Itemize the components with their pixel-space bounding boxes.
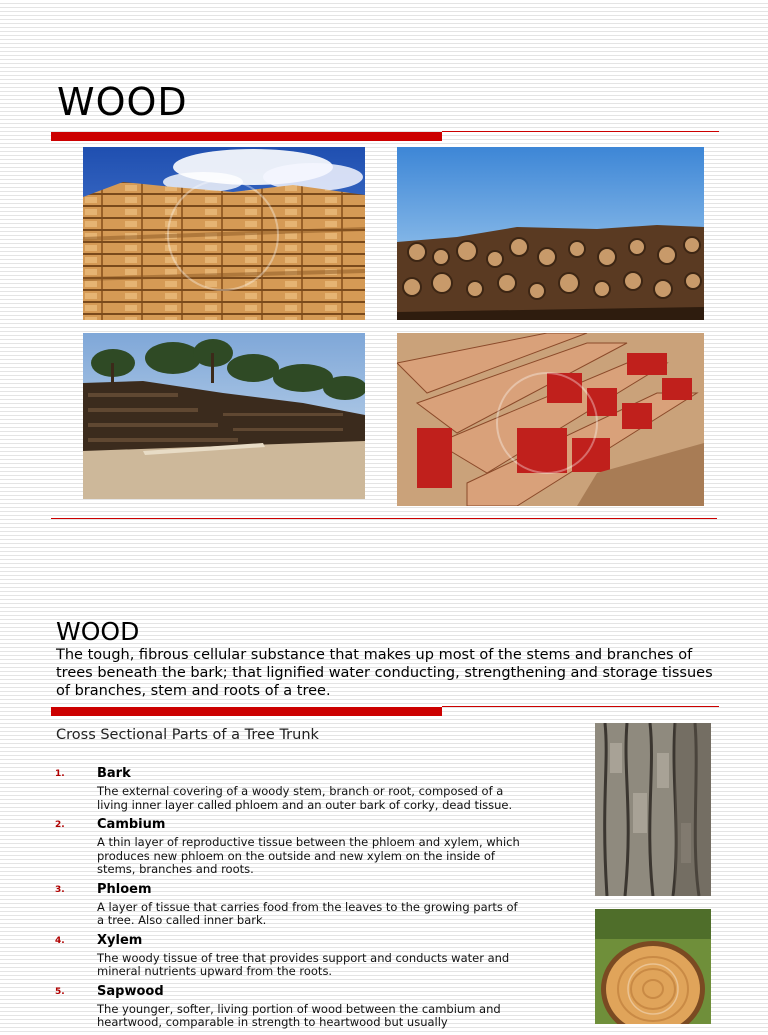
part-term: Phloem [97, 881, 152, 897]
slide-divider-rule [51, 518, 717, 519]
list-number: 2. [55, 820, 65, 830]
list-item [0, 817, 530, 877]
list-number: 1. [55, 769, 65, 779]
parts-subtitle: Cross Sectional Parts of a Tree Trunk [56, 727, 319, 743]
part-description: A thin layer of reproductive tissue between the phloem and xylem, which produces new phloem on the outside and new xylem on the inside of stems, branches and roots. [97, 835, 520, 876]
list-item [0, 766, 530, 812]
part-description: The woody tissue of tree that provides support and conducts water and mineral nutrients upward from the roots. [97, 950, 510, 978]
section-title: WOOD [56, 617, 140, 646]
list-item [0, 933, 530, 979]
part-description: A layer of tissue that carries food from the leaves to the growing parts of a tree. Also called inner bark. [97, 899, 518, 927]
part-term: Xylem [97, 932, 143, 948]
part-description: The younger, softer, living portion of wood between the cambium and heartwood, comparable in strength to heartwood but usually [97, 1001, 501, 1029]
list-item [0, 984, 530, 1030]
red-tipped-lumber-photo [397, 333, 704, 506]
section-accent-bar [51, 707, 442, 716]
logyard-trees-photo [83, 333, 365, 499]
list-number: 5. [55, 986, 65, 997]
title-accent-bar [51, 132, 442, 141]
wood-definition: The tough, fibrous cellular substance that makes up most of the stems and branches of trees beneath the bark; that lignified water conducting, strengthening and storage tissues of branches, stem and roots of a tree. [56, 647, 713, 699]
tree-parts-list [0, 766, 530, 1035]
log-pile-sky-photo [397, 147, 704, 320]
part-term: Cambium [97, 817, 166, 832]
list-number: 4. [55, 935, 65, 946]
slide-title: WOOD [57, 80, 188, 124]
stacked-lumber-sky-photo [83, 147, 365, 320]
part-term: Bark [97, 766, 131, 781]
list-item [0, 882, 530, 928]
part-description: The external covering of a woody stem, branch or root, composed of a living inner layer called phloem and an outer bark of corky, dead tissue. [97, 784, 513, 812]
bark-texture-photo [595, 723, 711, 896]
list-number: 3. [55, 884, 65, 895]
tree-cross-section-photo [595, 909, 711, 1024]
title-rule [442, 131, 719, 132]
part-term: Sapwood [97, 983, 164, 999]
section-rule [442, 706, 719, 707]
